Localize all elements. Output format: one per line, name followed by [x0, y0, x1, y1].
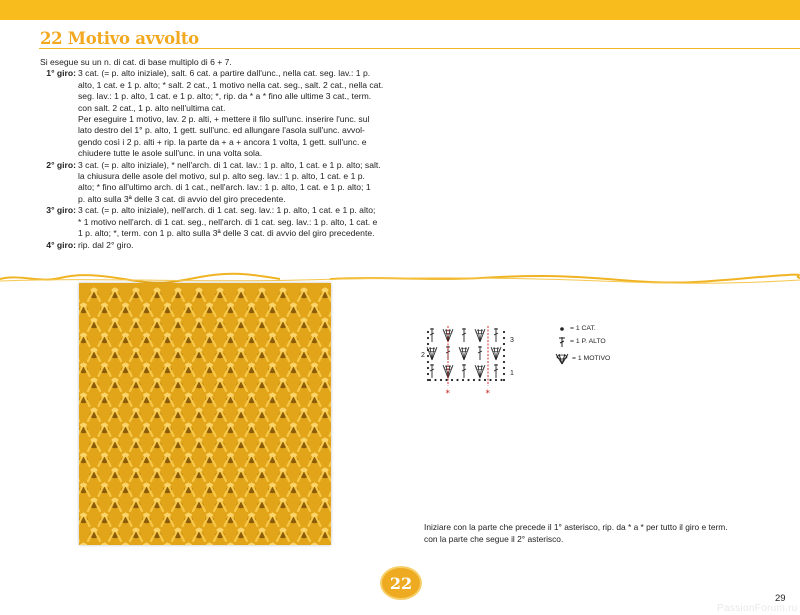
row-text-line: * 1 motivo nell'arch. di 1 cat. seg., nell'arch. di 1 cat. seg. lav.: 1 p. alto, 1 cat. e: [78, 216, 378, 227]
row-text-line: 3 cat. (= p. alto iniziale), * nell'arch. di 1 cat. lav.: 1 p. alto, 1 cat. e 1 p. alto; salt.: [78, 159, 381, 170]
row-text-line: rip. dal 2° giro.: [78, 239, 134, 250]
instruction-row: [40, 205, 595, 239]
instruction-row: [40, 68, 595, 159]
instruction-row: [40, 160, 595, 206]
title-underline: [39, 48, 800, 49]
legend-label-palto: = 1 P. ALTO: [570, 338, 606, 345]
page-title: 22 Motivo avvolto: [40, 29, 199, 48]
row-text-line: 3 cat. (= p. alto iniziale), salt. 6 cat. a partire dall'unc., nella cat. seg. lav.: 1 p.: [78, 68, 371, 79]
legend-label-cat: = 1 CAT.: [570, 325, 596, 332]
row-text: [78, 205, 595, 239]
row-text-line: chiudere tutte le asole sull'unc. in una volta sola.: [78, 148, 263, 159]
row-text: [78, 68, 595, 159]
svg-text:*: *: [445, 389, 450, 399]
watermark: PassionForum.ru: [717, 603, 798, 614]
row-label: 3° giro:: [46, 205, 76, 216]
swatch-texture: [79, 283, 331, 545]
pattern-number-badge: 22: [380, 566, 422, 600]
row-label: 4° giro:: [46, 239, 76, 250]
instructions-block: [40, 57, 595, 251]
cluster-motif-icon: [553, 352, 571, 368]
row-text-line: gendo così i 2 p. alti + rip. la parte da + a + ancora 1 volta, 1 gett. sull'unc. e: [78, 136, 367, 147]
instruction-row: [40, 240, 595, 251]
double-crochet-icon: [557, 336, 567, 350]
row-number-3: 3: [510, 337, 514, 344]
row-text-line: alto, 1 cat. e 1 p. alto; * salt. 2 cat., 1 motivo nella cat. seg., salt. 2 cat., nella cat.: [78, 79, 384, 90]
row-text: [78, 240, 595, 251]
row-number-1: 1: [510, 370, 514, 377]
note-line-2: con la parte che segue il 2° asterisco.: [424, 534, 564, 545]
row-text-line: con salt. 2 cat., 1 p. alto nell'ultima cat.: [78, 102, 226, 113]
legend-label-motivo: = 1 MOTIVO: [572, 355, 611, 362]
crochet-symbol-chart: [418, 322, 518, 402]
rows-list: [40, 68, 595, 251]
row-text-line: 1 p. alto; *, term. con 1 p. alto sulla 3ª delle 3 cat. di avvio del giro precedente.: [78, 228, 375, 239]
note-line-1: Iniziare con la parte che precede il 1° asterisco, rip. da * a * per tutto il giro e term.: [424, 522, 728, 532]
crochet-swatch-photo: [79, 283, 331, 545]
row-label: 2° giro:: [46, 159, 76, 170]
row-text-line: Per eseguire 1 motivo, lav. 2 p. alti, + mettere il filo sull'unc. inserire l'unc. sul: [78, 114, 370, 125]
row-label: 1° giro:: [46, 68, 76, 79]
row-text-line: lato destro del 1° p. alto, 1 gett. sull'unc. ed allungare l'asola sull'unc. avvol-: [78, 125, 365, 136]
row-text-line: alto; * fino all'ultimo arch. di 1 cat., nell'arch. lav.: 1 p. alto, 1 cat. e 1 p. alto; 1: [78, 182, 371, 193]
page-number: 29: [775, 593, 786, 604]
svg-text:*: *: [485, 389, 490, 399]
row-text-line: seg. lav.: 1 p. alto, 1 cat. e 1 p. alto; *, rip. da * a * fino alle ultime 3 cat., term.: [78, 91, 372, 102]
top-color-band: [0, 0, 800, 20]
row-text-line: la chiusura delle asole del motivo, sul p. alto seg. lav.: 1 p. alto, 1 cat. e 1 p.: [78, 171, 365, 182]
row-text-line: 3 cat. (= p. alto iniziale), nell'arch. di 1 cat. seg. lav.: 1 p. alto, 1 cat. e 1 p. alto;: [78, 205, 376, 216]
intro-text: Si esegue su un n. di cat. di base multiplo di 6 + 7.: [40, 57, 232, 67]
chain-dot-icon: [557, 325, 567, 335]
row-text: [78, 160, 595, 206]
row-number-2: 2: [421, 352, 425, 359]
chart-symbols: [427, 326, 505, 399]
row-text-line: p. alto sulla 3ª delle 3 cat. di avvio del giro precedente.: [78, 193, 286, 204]
chart-instructions-note: [424, 521, 800, 546]
